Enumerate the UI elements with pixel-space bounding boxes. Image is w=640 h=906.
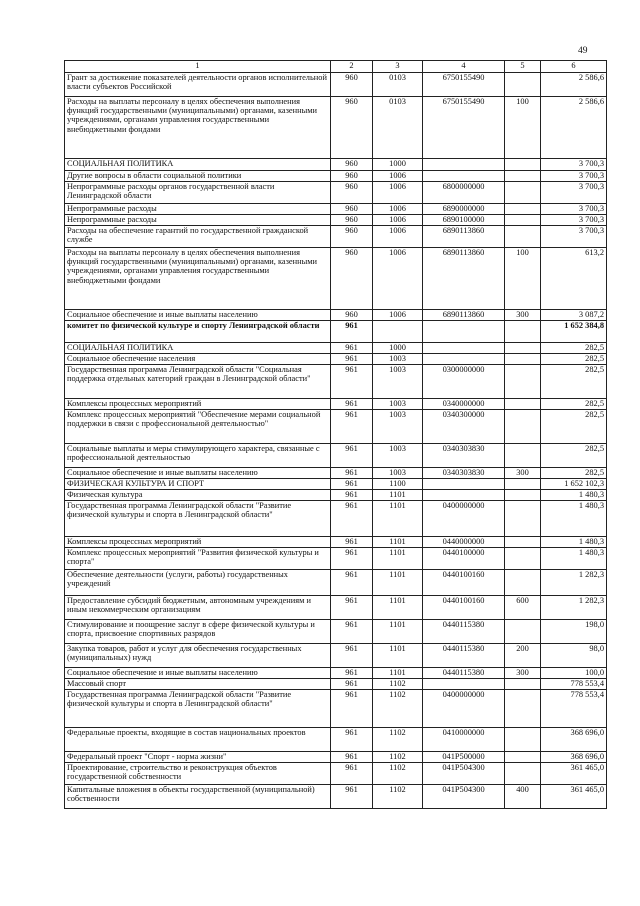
cell-section-code: 1102 (373, 679, 423, 690)
cell-section-code: 1101 (373, 537, 423, 548)
cell-target-code: 0440115380 (423, 668, 505, 679)
cell-target-code: 0440100000 (423, 548, 505, 570)
cell-admin-code: 960 (331, 171, 373, 182)
cell-expense-type (505, 752, 541, 763)
table-row (65, 226, 607, 248)
cell-expense-type (505, 182, 541, 204)
cell-name: Предоставление субсидий бюджетным, автономным учреждениям и иным некоммерческим организациям (65, 596, 331, 620)
cell-name: Расходы на выплаты персоналу в целях обеспечения выполнения функций государственными (муниципальными) органами, казенными учреждениями, органами управления государственными внебюджетными фондами (65, 248, 331, 310)
cell-target-code: 0340000000 (423, 399, 505, 410)
table-row (65, 73, 607, 97)
cell-admin-code: 961 (331, 399, 373, 410)
cell-section-code: 1101 (373, 620, 423, 644)
table-body (65, 73, 607, 809)
cell-name: Проектирование, строительство и реконструкция объектов государственной собственности (65, 763, 331, 785)
cell-target-code: 0440100160 (423, 570, 505, 596)
cell-amount: 282,5 (541, 444, 607, 468)
cell-section-code: 1102 (373, 763, 423, 785)
cell-section-code: 1101 (373, 644, 423, 668)
cell-admin-code: 961 (331, 570, 373, 596)
cell-admin-code: 961 (331, 479, 373, 490)
table-row (65, 752, 607, 763)
cell-amount: 3 700,3 (541, 215, 607, 226)
cell-admin-code: 961 (331, 785, 373, 809)
cell-section-code: 1006 (373, 204, 423, 215)
cell-target-code: 6890113860 (423, 248, 505, 310)
cell-name: Социальные выплаты и меры стимулирующего характера, связанные с профессиональной деятельностью (65, 444, 331, 468)
cell-expense-type: 100 (505, 248, 541, 310)
cell-section-code: 1000 (373, 159, 423, 171)
cell-section-code: 1003 (373, 444, 423, 468)
cell-expense-type (505, 215, 541, 226)
cell-name: Массовый спорт (65, 679, 331, 690)
cell-name: Непрограммные расходы (65, 204, 331, 215)
cell-amount: 198,0 (541, 620, 607, 644)
cell-amount: 368 696,0 (541, 728, 607, 752)
table-header-row (65, 61, 607, 73)
cell-section-code: 1000 (373, 343, 423, 354)
cell-expense-type: 100 (505, 97, 541, 159)
cell-name: Комплекс процессных мероприятий "Развития физической культуры и спорта" (65, 548, 331, 570)
cell-admin-code: 961 (331, 537, 373, 548)
cell-admin-code: 961 (331, 490, 373, 501)
cell-section-code: 1003 (373, 410, 423, 444)
cell-amount: 613,2 (541, 248, 607, 310)
cell-admin-code: 960 (331, 215, 373, 226)
cell-section-code: 1101 (373, 668, 423, 679)
cell-name: Федеральные проекты, входящие в состав национальных проектов (65, 728, 331, 752)
cell-section-code: 1003 (373, 365, 423, 399)
cell-section-code: 1101 (373, 501, 423, 537)
table-row (65, 182, 607, 204)
cell-amount: 282,5 (541, 365, 607, 399)
cell-target-code (423, 490, 505, 501)
cell-amount: 282,5 (541, 468, 607, 479)
cell-name: СОЦИАЛЬНАЯ ПОЛИТИКА (65, 159, 331, 171)
cell-section-code: 0103 (373, 73, 423, 97)
table-row (65, 690, 607, 728)
cell-target-code: 6890113860 (423, 310, 505, 321)
table-row (65, 537, 607, 548)
cell-name: СОЦИАЛЬНАЯ ПОЛИТИКА (65, 343, 331, 354)
cell-section-code: 1102 (373, 728, 423, 752)
cell-section-code: 1006 (373, 171, 423, 182)
table-row (65, 785, 607, 809)
cell-expense-type: 300 (505, 310, 541, 321)
cell-name: Социальное обеспечение населения (65, 354, 331, 365)
cell-expense-type: 200 (505, 644, 541, 668)
cell-expense-type: 600 (505, 596, 541, 620)
cell-name: Обеспечение деятельности (услуги, работы) государственных учреждений (65, 570, 331, 596)
cell-section-code: 1006 (373, 310, 423, 321)
cell-amount: 282,5 (541, 410, 607, 444)
table-row (65, 399, 607, 410)
cell-name: Социальное обеспечение и иные выплаты населению (65, 668, 331, 679)
cell-amount: 282,5 (541, 399, 607, 410)
cell-admin-code: 961 (331, 668, 373, 679)
col-header-admin: 2 (331, 61, 373, 73)
cell-admin-code: 961 (331, 365, 373, 399)
cell-section-code: 1101 (373, 596, 423, 620)
cell-section-code: 1101 (373, 490, 423, 501)
cell-amount: 1 282,3 (541, 570, 607, 596)
cell-expense-type (505, 73, 541, 97)
cell-name: Физическая культура (65, 490, 331, 501)
table-row (65, 490, 607, 501)
cell-amount: 1 652 102,3 (541, 479, 607, 490)
table-row (65, 354, 607, 365)
cell-name: Расходы на обеспечение гарантий по государственной гражданской службе (65, 226, 331, 248)
page-number: 49 (578, 46, 588, 56)
cell-expense-type (505, 444, 541, 468)
col-header-name: 1 (65, 61, 331, 73)
cell-expense-type (505, 171, 541, 182)
cell-admin-code: 960 (331, 182, 373, 204)
table-row (65, 343, 607, 354)
cell-section-code: 1101 (373, 548, 423, 570)
cell-admin-code: 961 (331, 644, 373, 668)
cell-amount: 2 586,6 (541, 73, 607, 97)
cell-target-code: 6890100000 (423, 215, 505, 226)
table-row (65, 444, 607, 468)
table-row (65, 215, 607, 226)
table-row (65, 97, 607, 159)
table-row (65, 468, 607, 479)
table-row (65, 204, 607, 215)
cell-name: Непрограммные расходы органов государственной власти Ленинградской области (65, 182, 331, 204)
cell-expense-type (505, 204, 541, 215)
cell-admin-code: 961 (331, 444, 373, 468)
cell-admin-code: 961 (331, 596, 373, 620)
cell-admin-code: 961 (331, 679, 373, 690)
cell-admin-code: 961 (331, 752, 373, 763)
table-row (65, 728, 607, 752)
cell-section-code: 1100 (373, 479, 423, 490)
cell-target-code: 0340303830 (423, 444, 505, 468)
cell-section-code (373, 321, 423, 343)
cell-amount: 3 700,3 (541, 182, 607, 204)
cell-amount: 1 480,3 (541, 490, 607, 501)
cell-expense-type: 300 (505, 468, 541, 479)
cell-expense-type (505, 410, 541, 444)
cell-section-code: 1003 (373, 468, 423, 479)
cell-section-code: 1102 (373, 690, 423, 728)
cell-section-code: 1102 (373, 752, 423, 763)
cell-admin-code: 960 (331, 310, 373, 321)
cell-target-code: 6890000000 (423, 204, 505, 215)
table-row (65, 321, 607, 343)
cell-amount: 98,0 (541, 644, 607, 668)
table-row (65, 620, 607, 644)
cell-name: Социальное обеспечение и иные выплаты населению (65, 310, 331, 321)
cell-expense-type (505, 548, 541, 570)
cell-amount: 778 553,4 (541, 690, 607, 728)
cell-expense-type: 400 (505, 785, 541, 809)
cell-name: Грант за достижение показателей деятельности органов исполнительной власти субъектов Российской (65, 73, 331, 97)
table-row (65, 501, 607, 537)
cell-amount: 282,5 (541, 354, 607, 365)
col-header-section: 3 (373, 61, 423, 73)
cell-amount: 1 652 384,8 (541, 321, 607, 343)
cell-admin-code: 960 (331, 248, 373, 310)
cell-target-code: 0300000000 (423, 365, 505, 399)
cell-expense-type (505, 226, 541, 248)
cell-target-code (423, 679, 505, 690)
cell-amount: 3 087,2 (541, 310, 607, 321)
cell-section-code: 1006 (373, 226, 423, 248)
cell-amount: 361 465,0 (541, 763, 607, 785)
cell-amount: 3 700,3 (541, 171, 607, 182)
cell-target-code: 6750155490 (423, 97, 505, 159)
cell-section-code: 0103 (373, 97, 423, 159)
cell-name: Социальное обеспечение и иные выплаты населению (65, 468, 331, 479)
cell-amount: 282,5 (541, 343, 607, 354)
cell-target-code (423, 321, 505, 343)
cell-expense-type (505, 537, 541, 548)
cell-target-code: 6800000000 (423, 182, 505, 204)
cell-expense-type (505, 620, 541, 644)
cell-target-code: 0440115380 (423, 620, 505, 644)
cell-expense-type (505, 490, 541, 501)
cell-admin-code: 961 (331, 620, 373, 644)
cell-section-code: 1006 (373, 248, 423, 310)
cell-expense-type (505, 365, 541, 399)
table-row (65, 365, 607, 399)
table-row (65, 410, 607, 444)
table-row (65, 763, 607, 785)
cell-amount: 778 553,4 (541, 679, 607, 690)
cell-target-code (423, 159, 505, 171)
cell-name: Государственная программа Ленинградской области "Развитие физической культуры и спорта в Ленинградской области" (65, 501, 331, 537)
cell-amount: 1 480,3 (541, 537, 607, 548)
cell-amount: 3 700,3 (541, 204, 607, 215)
cell-name: Капитальные вложения в объекты государственной (муниципальной) собственности (65, 785, 331, 809)
cell-section-code: 1003 (373, 399, 423, 410)
table-row (65, 159, 607, 171)
cell-amount: 1 480,3 (541, 548, 607, 570)
cell-name: Стимулирование и поощрение заслуг в сфере физической культуры и спорта, присвоение спортивных разрядов (65, 620, 331, 644)
table-row (65, 248, 607, 310)
cell-name: Расходы на выплаты персоналу в целях обеспечения выполнения функций государственными (муниципальными) органами, казенными учреждениями, органами управления государственными внебюджетными фондами (65, 97, 331, 159)
cell-target-code: 6750155490 (423, 73, 505, 97)
cell-amount: 3 700,3 (541, 226, 607, 248)
cell-expense-type (505, 690, 541, 728)
col-header-target: 4 (423, 61, 505, 73)
table-row (65, 679, 607, 690)
cell-admin-code: 961 (331, 410, 373, 444)
col-header-type: 5 (505, 61, 541, 73)
table-row (65, 479, 607, 490)
cell-target-code: 041P500000 (423, 752, 505, 763)
cell-section-code: 1006 (373, 182, 423, 204)
cell-target-code: 041P504300 (423, 763, 505, 785)
cell-expense-type: 300 (505, 668, 541, 679)
table-row (65, 596, 607, 620)
table-row (65, 644, 607, 668)
cell-name: Федеральный проект "Спорт - норма жизни" (65, 752, 331, 763)
table-row (65, 310, 607, 321)
cell-expense-type (505, 343, 541, 354)
table-row (65, 570, 607, 596)
budget-table (64, 60, 607, 809)
cell-admin-code: 960 (331, 204, 373, 215)
cell-admin-code: 961 (331, 343, 373, 354)
cell-target-code: 6890113860 (423, 226, 505, 248)
cell-amount: 100,0 (541, 668, 607, 679)
cell-name: ФИЗИЧЕСКАЯ КУЛЬТУРА И СПОРТ (65, 479, 331, 490)
cell-name: Комплекс процессных мероприятий "Обеспечение мерами социальной поддержки в связи с профессиональной деятельностью" (65, 410, 331, 444)
cell-admin-code: 960 (331, 73, 373, 97)
cell-admin-code: 961 (331, 728, 373, 752)
cell-name: Государственная программа Ленинградской области "Развитие физической культуры и спорта в Ленинградской области" (65, 690, 331, 728)
cell-target-code (423, 343, 505, 354)
cell-target-code: 0440115380 (423, 644, 505, 668)
cell-expense-type (505, 479, 541, 490)
cell-amount: 368 696,0 (541, 752, 607, 763)
cell-name: Другие вопросы в области социальной политики (65, 171, 331, 182)
cell-admin-code: 961 (331, 354, 373, 365)
cell-target-code: 0440000000 (423, 537, 505, 548)
cell-admin-code: 960 (331, 226, 373, 248)
cell-name: комитет по физической культуре и спорту Ленинградской области (65, 321, 331, 343)
cell-admin-code: 960 (331, 159, 373, 171)
cell-section-code: 1003 (373, 354, 423, 365)
cell-name: Непрограммные расходы (65, 215, 331, 226)
cell-expense-type (505, 159, 541, 171)
cell-target-code: 0400000000 (423, 690, 505, 728)
cell-name: Государственная программа Ленинградской области "Социальная поддержка отдельных категорий граждан в Ленинградской области" (65, 365, 331, 399)
table-row (65, 548, 607, 570)
cell-section-code: 1101 (373, 570, 423, 596)
cell-name: Комплексы процессных мероприятий (65, 537, 331, 548)
cell-expense-type (505, 354, 541, 365)
cell-target-code: 0440100160 (423, 596, 505, 620)
cell-amount: 2 586,6 (541, 97, 607, 159)
cell-amount: 3 700,3 (541, 159, 607, 171)
cell-admin-code: 960 (331, 97, 373, 159)
cell-section-code: 1102 (373, 785, 423, 809)
cell-amount: 361 465,0 (541, 785, 607, 809)
cell-name: Комплексы процессных мероприятий (65, 399, 331, 410)
cell-amount: 1 282,3 (541, 596, 607, 620)
cell-target-code (423, 479, 505, 490)
cell-admin-code: 961 (331, 468, 373, 479)
cell-expense-type (505, 570, 541, 596)
cell-target-code: 041P504300 (423, 785, 505, 809)
cell-admin-code: 961 (331, 763, 373, 785)
cell-expense-type (505, 321, 541, 343)
cell-target-code (423, 354, 505, 365)
cell-name: Закупка товаров, работ и услуг для обеспечения государственных (муниципальных) нужд (65, 644, 331, 668)
cell-target-code: 0400000000 (423, 501, 505, 537)
cell-target-code: 0410000000 (423, 728, 505, 752)
cell-admin-code: 961 (331, 548, 373, 570)
cell-expense-type (505, 763, 541, 785)
table-row (65, 171, 607, 182)
cell-admin-code: 961 (331, 321, 373, 343)
table-row (65, 668, 607, 679)
col-header-amount: 6 (541, 61, 607, 73)
cell-admin-code: 961 (331, 690, 373, 728)
cell-expense-type (505, 501, 541, 537)
cell-amount: 1 480,3 (541, 501, 607, 537)
cell-admin-code: 961 (331, 501, 373, 537)
cell-expense-type (505, 399, 541, 410)
cell-target-code (423, 171, 505, 182)
cell-section-code: 1006 (373, 215, 423, 226)
cell-expense-type (505, 679, 541, 690)
cell-target-code: 0340300000 (423, 410, 505, 444)
cell-target-code: 0340303830 (423, 468, 505, 479)
cell-expense-type (505, 728, 541, 752)
